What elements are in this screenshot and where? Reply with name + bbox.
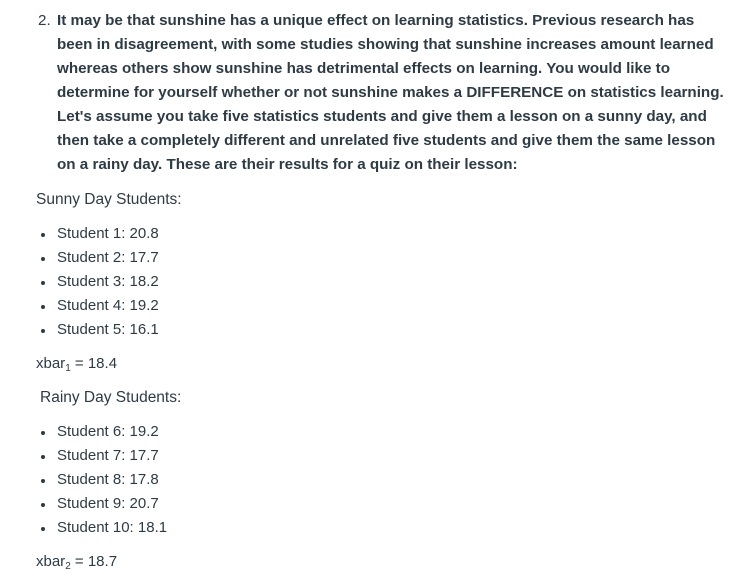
list-item: Student 9: 20.7 (36, 492, 167, 516)
rainy-day-heading: Rainy Day Students: (40, 389, 182, 406)
question-text: It may be that sunshine has a unique effect on learning statistics. Previous research has been in disagreement, with some studies showing that sunshine increases amount learned whereas others show sunshine has detrimental effects on learning. You would like to determine for yourself whether or not sunshine makes a DIFFERENCE on statistics learning. Let's assume you take five statistics students and give them a lesson on a sunny day, and then take a completely different and unrelated five students and give them the same lesson on a rainy day. These are their results for a quiz on their lesson: (57, 12, 724, 173)
sunny-student-list (36, 222, 159, 342)
rainy-student-list (36, 420, 167, 540)
question-prompt (38, 9, 738, 177)
list-item: Student 10: 18.1 (36, 516, 167, 540)
question-number: 2. (38, 12, 51, 29)
list-item: Student 8: 17.8 (36, 468, 167, 492)
sunny-mean-subscript: 1 (65, 363, 71, 374)
sunny-mean (36, 354, 117, 374)
rainy-mean-subscript: 2 (65, 561, 71, 572)
list-item: Student 4: 19.2 (36, 294, 159, 318)
rainy-mean (36, 552, 117, 572)
list-item: Student 1: 20.8 (36, 222, 159, 246)
rainy-mean-label: xbar (36, 553, 66, 570)
sunny-day-heading: Sunny Day Students: (36, 191, 182, 208)
rainy-mean-value: = 18.7 (70, 553, 118, 570)
sunny-mean-value: = 18.4 (70, 355, 118, 372)
list-item: Student 7: 17.7 (36, 444, 167, 468)
list-item: Student 5: 16.1 (36, 318, 159, 342)
list-item: Student 2: 17.7 (36, 246, 159, 270)
list-item: Student 6: 19.2 (36, 420, 167, 444)
list-item: Student 3: 18.2 (36, 270, 159, 294)
sunny-mean-label: xbar (36, 355, 66, 372)
